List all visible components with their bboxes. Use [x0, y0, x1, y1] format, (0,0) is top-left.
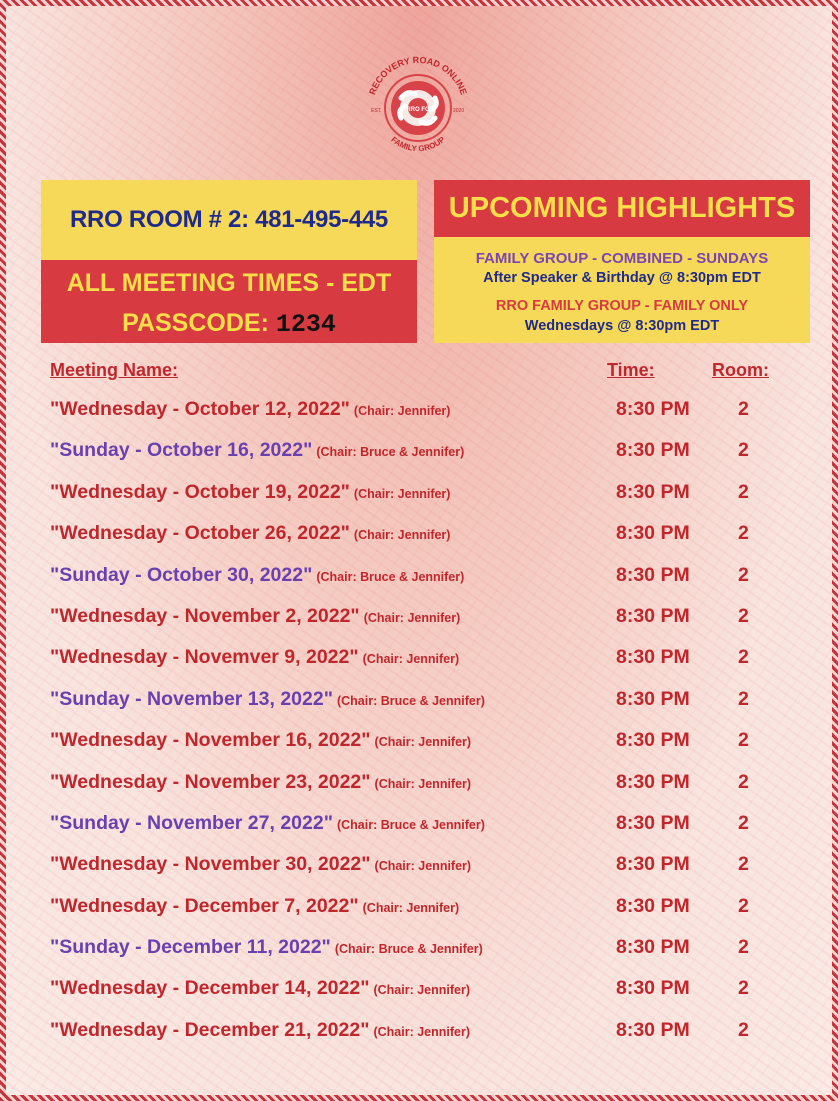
meeting-time: 8:30 PM	[616, 811, 690, 834]
svg-text:FAMILY GROUP	[389, 135, 447, 154]
schedule-row	[0, 928, 838, 969]
meeting-time: 8:30 PM	[616, 398, 690, 420]
meeting-title: "Wednesday - Novemver 9, 2022"	[50, 646, 359, 669]
meeting-chair: (Chair: Jennifer)	[353, 486, 451, 501]
schedule-row	[0, 969, 838, 1010]
schedule-row	[0, 431, 838, 472]
meeting-room: 2	[738, 563, 749, 586]
meeting-chair: (Chair: Jennifer)	[362, 900, 460, 915]
meeting-time: 8:30 PM	[616, 1018, 690, 1041]
meeting-title: "Wednesday - December 14, 2022"	[50, 977, 370, 1000]
meeting-name	[50, 481, 450, 504]
meeting-chair: (Chair: Bruce & Jennifer)	[336, 693, 485, 708]
meeting-title: "Sunday - October 16, 2022"	[50, 439, 313, 462]
room-number-text: RRO ROOM # 2: 481-495-445	[70, 206, 388, 233]
meeting-room: 2	[738, 936, 749, 959]
meeting-title: "Wednesday - November 2, 2022"	[50, 604, 360, 627]
meeting-time: 8:30 PM	[616, 563, 690, 586]
header-room: Room:	[712, 360, 769, 380]
header-time: Time:	[607, 360, 655, 380]
highlights-details-box	[434, 237, 810, 343]
highlight-family-only: RRO FAMILY GROUP - FAMILY ONLY	[495, 298, 749, 314]
meeting-chair: (Chair: Jennifer)	[374, 735, 472, 750]
rro-family-group-logo	[357, 50, 479, 160]
meeting-room: 2	[738, 894, 749, 917]
meeting-title: "Wednesday - November 23, 2022"	[50, 770, 371, 793]
meeting-time: 8:30 PM	[616, 687, 690, 710]
schedule-list	[0, 390, 838, 1052]
meeting-time: 8:30 PM	[616, 770, 690, 793]
schedule-row	[0, 473, 838, 514]
meeting-name	[50, 977, 470, 1000]
meeting-name	[50, 812, 485, 835]
meeting-room: 2	[738, 398, 749, 420]
meeting-chair: (Chair: Bruce & Jennifer)	[334, 942, 483, 957]
meeting-room: 2	[738, 646, 749, 669]
meeting-name	[50, 1019, 470, 1042]
meeting-times-box	[41, 260, 417, 343]
schedule-row	[0, 514, 838, 555]
meeting-title: "Wednesday - October 12, 2022"	[50, 398, 350, 420]
meeting-room: 2	[738, 770, 749, 793]
meeting-title: "Wednesday - November 30, 2022"	[50, 853, 371, 876]
meeting-name	[50, 564, 464, 587]
meeting-name	[50, 688, 485, 711]
meeting-name	[50, 439, 464, 462]
meeting-title: "Sunday - November 13, 2022"	[50, 687, 333, 710]
meeting-room: 2	[738, 439, 749, 462]
logo-est-text: EST.	[371, 108, 382, 114]
meeting-time: 8:30 PM	[616, 522, 690, 545]
meeting-room: 2	[738, 480, 749, 503]
meeting-title: "Wednesday - December 7, 2022"	[50, 894, 359, 917]
meeting-time: 8:30 PM	[616, 604, 690, 627]
meeting-room: 2	[738, 729, 749, 752]
meeting-chair: (Chair: Jennifer)	[362, 652, 460, 667]
highlight-combined-sundays: FAMILY GROUP - COMBINED - SUNDAYS	[475, 250, 769, 267]
meeting-time: 8:30 PM	[616, 894, 690, 917]
meeting-title: "Wednesday - October 19, 2022"	[50, 480, 350, 503]
meeting-room: 2	[738, 853, 749, 876]
meeting-title: "Wednesday - November 16, 2022"	[50, 729, 371, 752]
meeting-time: 8:30 PM	[616, 853, 690, 876]
meeting-time: 8:30 PM	[616, 729, 690, 752]
meeting-time: 8:30 PM	[616, 439, 690, 462]
schedule-row	[0, 887, 838, 928]
meeting-chair: (Chair: Bruce & Jennifer)	[316, 569, 465, 584]
meeting-room: 2	[738, 687, 749, 710]
meeting-name	[50, 729, 471, 752]
schedule-row	[0, 763, 838, 804]
logo-year-text: 2020	[453, 108, 465, 114]
meeting-chair: (Chair: Jennifer)	[353, 404, 451, 418]
schedule-row	[0, 845, 838, 886]
logo-center-text: RRO FG	[406, 107, 430, 113]
meeting-name	[50, 646, 459, 669]
meeting-title: "Sunday - November 27, 2022"	[50, 811, 333, 834]
meeting-time: 8:30 PM	[616, 936, 690, 959]
schedule-row	[0, 721, 838, 762]
schedule-row	[0, 638, 838, 679]
meeting-chair: (Chair: Jennifer)	[374, 859, 472, 874]
logo-arc-top-text: RECOVERY ROAD ONLINE	[367, 54, 469, 97]
schedule-row	[0, 556, 838, 597]
meeting-title: "Wednesday - December 21, 2022"	[50, 1018, 370, 1041]
highlight-speaker-birthday: After Speaker & Birthday @ 8:30pm EDT	[483, 270, 761, 286]
meeting-name	[50, 771, 471, 794]
passcode-value: 1234	[275, 310, 336, 339]
meeting-chair: (Chair: Bruce & Jennifer)	[336, 817, 485, 832]
meeting-chair: (Chair: Jennifer)	[373, 1024, 471, 1039]
meeting-name	[50, 895, 459, 918]
meeting-chair: (Chair: Jennifer)	[363, 610, 461, 625]
meeting-room: 2	[738, 811, 749, 834]
schedule-row	[0, 390, 838, 431]
meeting-title: "Sunday - October 30, 2022"	[50, 563, 313, 586]
meeting-times-text: ALL MEETING TIMES - EDT	[66, 269, 392, 297]
schedule-row	[0, 597, 838, 638]
meeting-chair: (Chair: Jennifer)	[374, 776, 472, 791]
passcode-label: PASSCODE:	[122, 309, 276, 337]
schedule-header	[0, 360, 838, 386]
header-meeting-name: Meeting Name:	[50, 360, 179, 380]
schedule-row	[0, 804, 838, 845]
highlights-title-box	[434, 180, 810, 237]
highlights-title: UPCOMING HIGHLIGHTS	[448, 192, 796, 224]
meeting-title: "Wednesday - October 26, 2022"	[50, 522, 350, 545]
meeting-room: 2	[738, 1018, 749, 1041]
schedule-row	[0, 680, 838, 721]
meeting-room: 2	[738, 604, 749, 627]
logo-arc-bottom-text: FAMILY GROUP	[389, 134, 447, 154]
meeting-time: 8:30 PM	[616, 977, 690, 1000]
meeting-chair: (Chair: Jennifer)	[373, 983, 471, 998]
meeting-chair: (Chair: Jennifer)	[353, 528, 451, 543]
meeting-chair: (Chair: Bruce & Jennifer)	[316, 445, 465, 460]
meeting-title: "Sunday - December 11, 2022"	[50, 936, 331, 959]
meeting-name	[50, 853, 471, 876]
highlight-wednesdays: Wednesdays @ 8:30pm EDT	[524, 318, 720, 334]
meeting-name	[50, 605, 460, 628]
schedule-row	[0, 1011, 838, 1052]
meeting-room: 2	[738, 522, 749, 545]
meeting-time: 8:30 PM	[616, 480, 690, 503]
meeting-name	[50, 398, 450, 421]
meeting-name	[50, 522, 450, 545]
meeting-name	[50, 936, 483, 959]
meeting-room: 2	[738, 977, 749, 1000]
passcode-line	[41, 303, 417, 345]
meeting-time: 8:30 PM	[616, 646, 690, 669]
room-number-box	[41, 180, 417, 260]
